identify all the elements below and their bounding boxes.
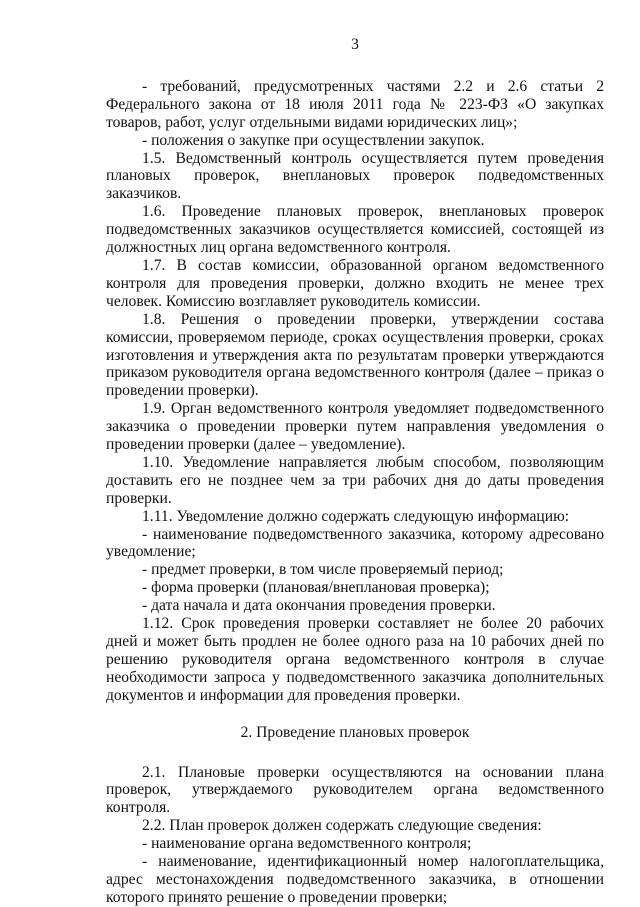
paragraph: - дата начала и дата окончания проведения проверки.: [142, 597, 496, 615]
paragraph: - наименование подведомственного заказчика, которому адресовано уведомление;: [106, 525, 604, 561]
paragraph: - форма проверки (плановая/внеплановая проверка);: [142, 579, 490, 597]
paragraph: 2.2. План проверок должен содержать следующие сведения:: [142, 817, 542, 835]
paragraph: 1.11. Уведомление должно содержать следующую информацию:: [142, 507, 570, 525]
paragraph: 1.8. Решения о проведении проверки, утверждении состава комиссии, проверяемом периоде, сроках осуществления проверки, сроках изготовления и утверждения акта по результатам проверки утверждаются приказом руководителя органа ведомственного контроля (далее – приказ о проведении проверки).: [106, 310, 604, 400]
paragraph: 1.7. В состав комиссии, образованной органом ведомственного контроля для проведения проверки, должно входить не менее трех человек. Комиссию возглавляет руководитель комиссии.: [106, 256, 604, 310]
paragraph: 1.9. Орган ведомственного контроля уведомляет подведомственного заказчика о проведении проверки путем направления уведомления о проведении проверки (далее – уведомление).: [106, 400, 604, 454]
section-1-body: [106, 78, 604, 705]
section-2-body: [106, 764, 604, 907]
paragraph: 1.12. Срок проведения проверки составляет не более 20 рабочих дней и может быть продлен не более одного раза на 10 рабочих дней по решению руководителя органа ведомственного контроля в случае необходимости запроса у подведомственного заказчика дополнительных документов и информации для проведения проверки.: [106, 615, 604, 704]
paragraph: - положения о закупке при осуществлении закупок.: [142, 131, 485, 149]
section-heading: 2. Проведение плановых проверок: [240, 723, 470, 741]
paragraph: 2.1. Плановые проверки осуществляются на основании плана проверок, утверждаемого руководителем органа ведомственного контроля.: [106, 763, 604, 817]
paragraph: - наименование, идентификационный номер налогоплательщика, адрес местонахождения подведомственного заказчика, в отношении которого принято решение о проведении проверки;: [106, 853, 604, 906]
page-number: 3: [351, 36, 359, 53]
paragraph: 1.5. Ведомственный контроль осуществляется путем проведения плановых проверок, внеплановых проверок подведомственных заказчиков.: [106, 149, 604, 203]
paragraph: - наименование органа ведомственного контроля;: [142, 835, 472, 853]
paragraph: 1.10. Уведомление направляется любым способом, позволяющим доставить его не позднее чем за три рабочих дня до даты проведения проверки.: [106, 453, 604, 507]
paragraph: - предмет проверки, в том числе проверяемый период;: [142, 561, 504, 579]
paragraph: - требований, предусмотренных частями 2.2 и 2.6 статьи 2 Федерального закона от 18 июля 2011 года № 223-ФЗ «О закупках товаров, работ, услуг отдельными видами юридических лиц»;: [106, 77, 604, 131]
paragraph: 1.6. Проведение плановых проверок, внеплановых проверок подведомственных заказчиков осуществляется комиссией, состоящей из должностных лиц органа ведомственного контроля.: [106, 203, 604, 257]
